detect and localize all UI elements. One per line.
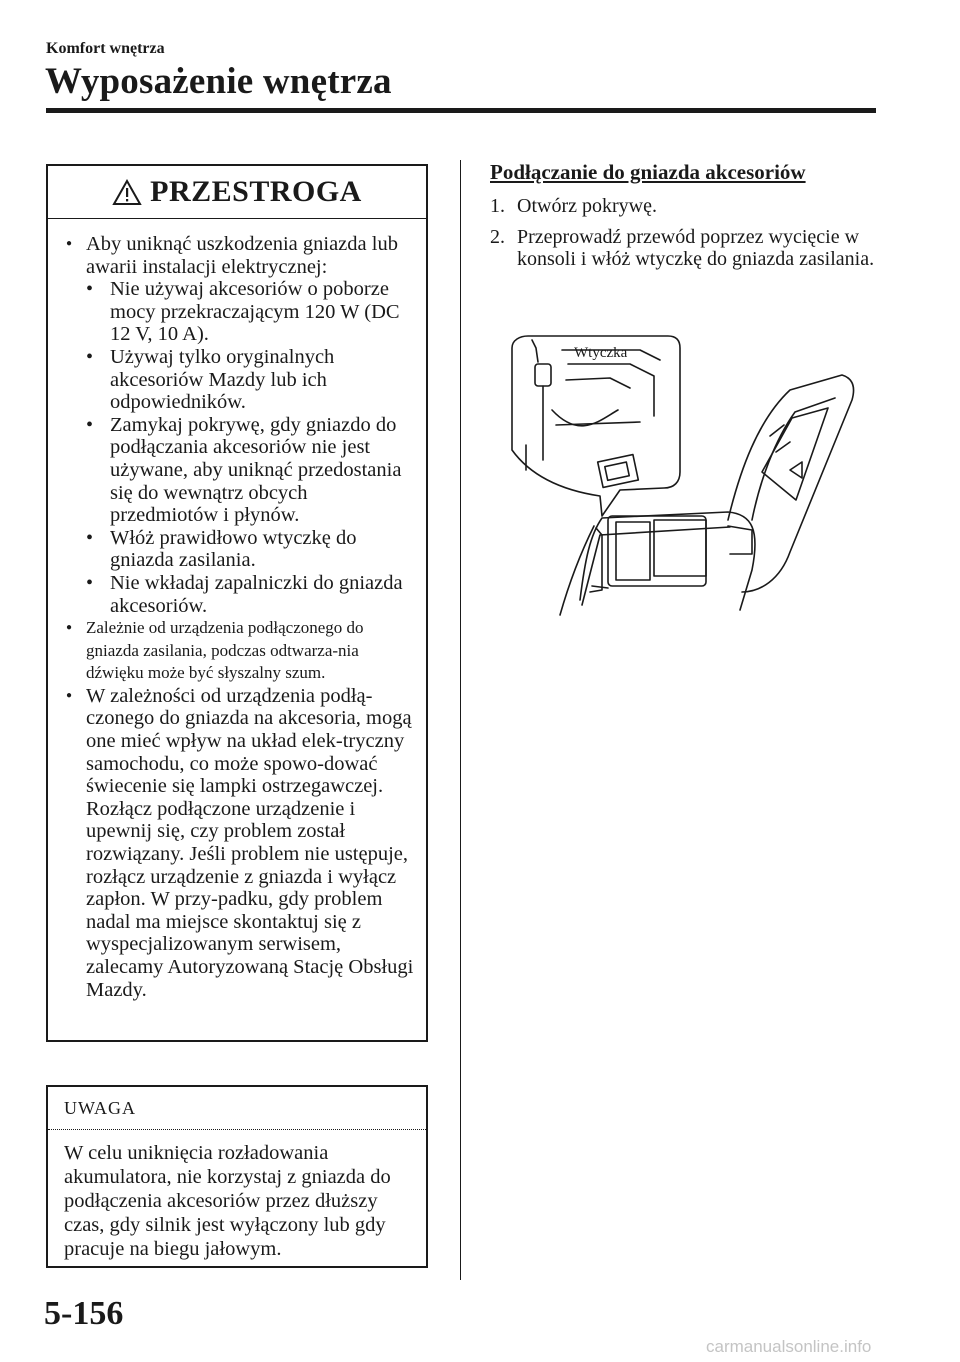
caution-sub-item: • Nie wkładaj zapalniczki do gniazda akcesoriów.: [66, 572, 414, 617]
column-divider: [460, 160, 461, 1280]
caution-heading: PRZESTROGA: [150, 175, 362, 208]
caution-item: ● W zależności od urządzenia podłą-czonego do gniazda na akcesoria, mogą one mieć wpływ na układ elek-tryczny samochodu, co może spowo-dować świecenie się lampki ostrzegawczej. Rozłącz podłączone urządzenie i upewnij się, czy problem został rozwiązany. Jeśli problem nie ustępuje, rozłącz urządzenie z gniazda i wyłącz zapłon. W przy-padku, gdy problem nadal ma miejsce skontaktuj się z wyspecjalizowanym serwisem, zalecamy Autoryzowaną Stację Obsługi Mazdy.: [66, 685, 414, 1001]
step-item: [490, 226, 890, 271]
watermark: carmanualsonline.info: [706, 1337, 872, 1356]
caution-sub-item: • Włóż prawidłowo wtyczkę do gniazda zasilania.: [66, 527, 414, 572]
instructions-column: [490, 160, 890, 279]
caution-sub-item: • Używaj tylko oryginalnych akcesoriów Mazdy lub ich odpowiedników.: [66, 346, 414, 414]
instructions-heading: Podłączanie do gniazda akcesoriów: [490, 160, 806, 184]
caution-header: [48, 166, 426, 219]
note-heading: UWAGA: [48, 1087, 426, 1130]
page-number: 5-156: [44, 1295, 124, 1332]
caution-body: [48, 219, 426, 1001]
step-number: 1.: [490, 195, 505, 217]
console-illustration-svg: [490, 330, 880, 630]
caution-box: [46, 164, 428, 1042]
caution-item: ● Aby uniknąć uszkodzenia gniazda lub awarii instalacji elektrycznej:: [66, 233, 414, 278]
console-socket-illustration: [490, 330, 880, 630]
plug-label: Wtyczka: [574, 345, 628, 361]
caution-sub-item: • Nie używaj akcesoriów o poborze mocy przekraczającym 120 W (DC 12 V, 10 A).: [66, 278, 414, 346]
note-box: [46, 1085, 428, 1268]
warning-triangle-icon: [112, 179, 142, 206]
note-text: W celu uniknięcia rozładowania akumulatora, nie korzystaj z gniazda do podłączenia akcesoriów przez dłuższy czas, gdy silnik jest wyłączony lub gdy pracuje na biegu jałowym.: [64, 1142, 391, 1260]
section-label: Komfort wnętrza: [46, 40, 165, 57]
step-item: [490, 195, 890, 218]
caution-sub-item: • Zamykaj pokrywę, gdy gniazdo do podłączania akcesoriów nie jest używane, aby uniknąć przedostania się do wewnątrz obcych przedmiotów i płynów.: [66, 414, 414, 527]
step-text: Przeprowadź przewód poprzez wycięcie w konsoli i włóż wtyczkę do gniazda zasilania.: [517, 225, 875, 271]
caution-item: ● Zależnie od urządzenia podłączonego do gniazda zasilania, podczas odtwarza-nia dźwięku może być słyszalny szum.: [66, 617, 414, 685]
title-rule: [46, 108, 876, 113]
step-number: 2.: [490, 225, 505, 248]
chapter-title: Wyposażenie wnętrza: [45, 61, 392, 102]
step-text: Otwórz pokrywę.: [517, 195, 657, 217]
